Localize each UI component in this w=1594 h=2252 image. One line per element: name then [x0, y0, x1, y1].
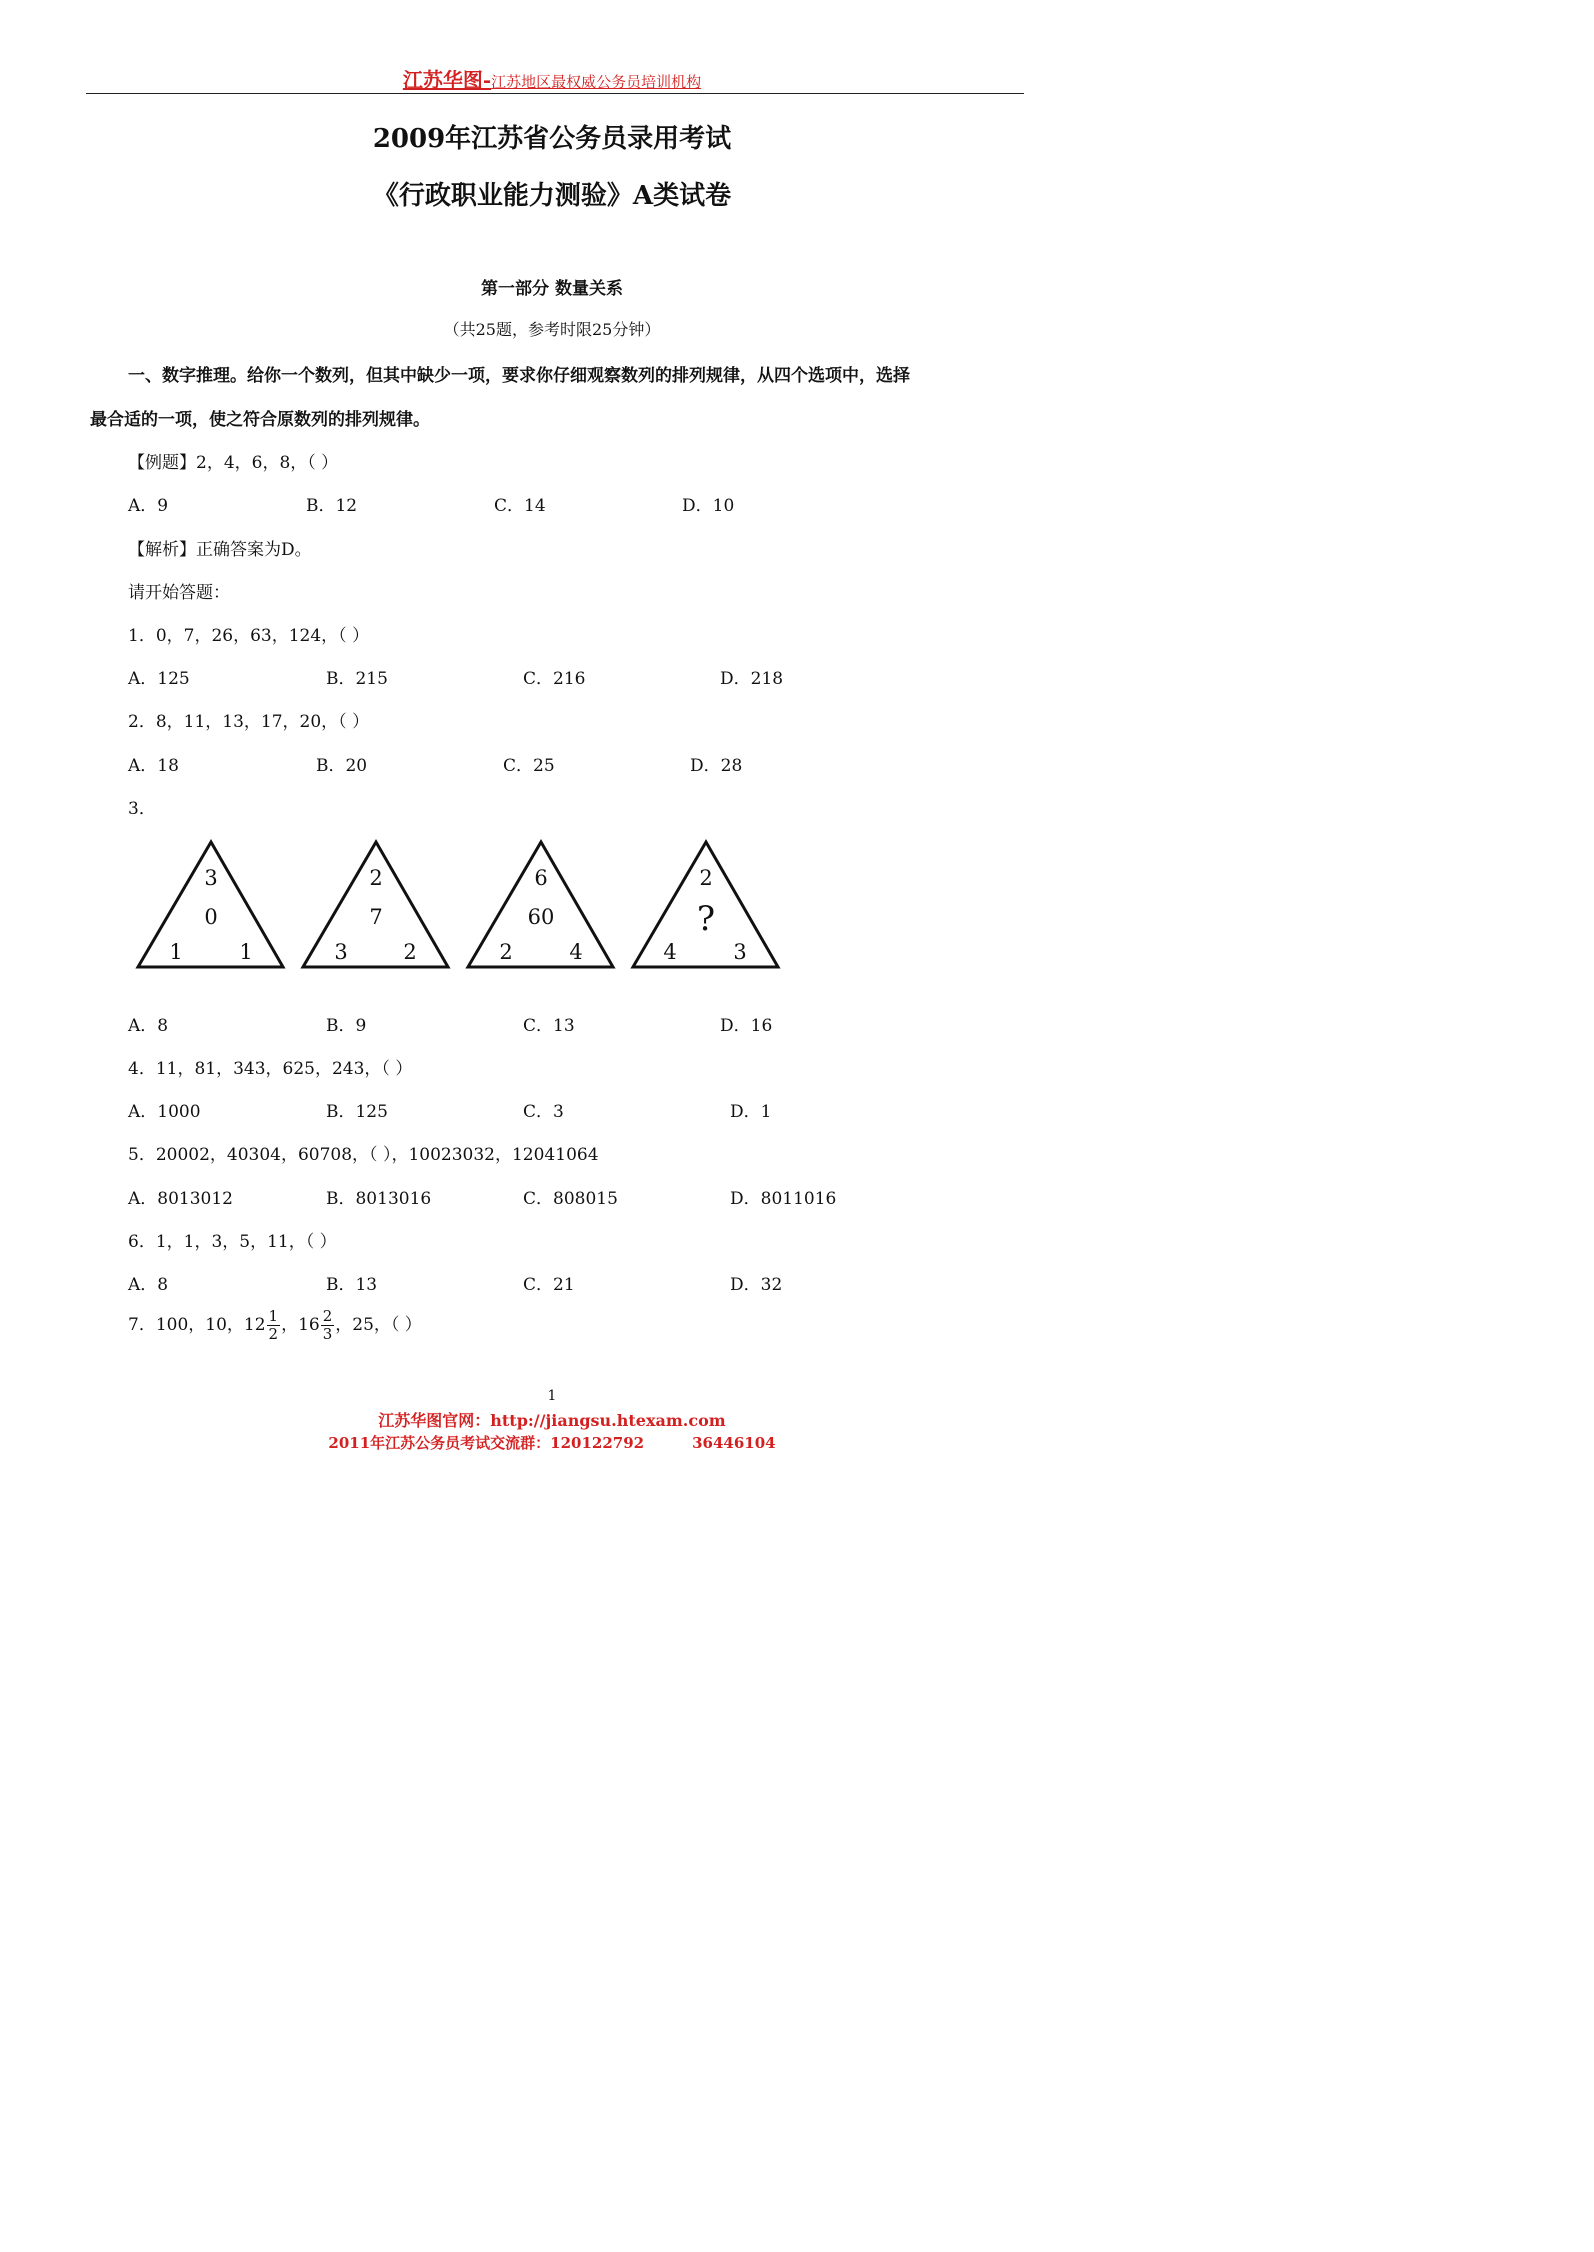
q7-stem-part-c: ，25，（ ） [335, 1315, 422, 1335]
q2-option-d: D．28 [690, 756, 743, 776]
q1-stem: 1．0，7，26，63，124，（ ） [128, 626, 370, 646]
header-divider [86, 93, 1024, 94]
q7-stem-part-a: 7．100，10，12 [128, 1315, 266, 1335]
triangle-3-left: 2 [499, 940, 513, 964]
triangle-3 [468, 842, 613, 967]
q3-option-c: C．13 [523, 1016, 575, 1036]
page-header [0, 64, 1104, 93]
q5-option-b: B．8013016 [326, 1189, 432, 1209]
q3-triangles-figure [128, 832, 798, 982]
triangle-4 [633, 842, 778, 967]
triangle-3-top: 6 [534, 866, 548, 890]
triangle-3-right: 4 [569, 940, 583, 964]
section-heading: 第一部分 数量关系 [481, 279, 623, 299]
exam-title: 2009年江苏省公务员录用考试 [372, 124, 732, 154]
q3-option-b: B．9 [326, 1016, 367, 1036]
q4-stem: 4．11，81，343，625，243，（ ） [128, 1059, 413, 1079]
q1-option-a: A．125 [128, 669, 190, 689]
triangle-2-center: 7 [369, 905, 383, 929]
q6-stem: 6．1，1，3，5，11，（ ） [128, 1232, 337, 1252]
triangle-1 [138, 842, 283, 967]
q3-option-a: A．8 [128, 1016, 169, 1036]
q3-option-d: D．16 [720, 1016, 773, 1036]
start-prompt: 请开始答题： [128, 583, 230, 603]
q5-option-d: D．8011016 [730, 1189, 837, 1209]
page-number: 1 [547, 1388, 557, 1404]
example-answer: 【解析】正确答案为D。 [128, 540, 312, 560]
example-option-b: B．12 [306, 496, 358, 516]
q1-option-d: D．218 [720, 669, 784, 689]
q6-option-b: B．13 [326, 1275, 378, 1295]
q7-fraction-2 [321, 1308, 335, 1343]
q2-option-b: B．20 [316, 756, 368, 776]
triangle-4-left: 4 [663, 940, 677, 964]
q4-option-b: B．125 [326, 1102, 388, 1122]
triangle-4-top: 2 [699, 866, 713, 890]
q7-fraction-2-denominator: 3 [322, 1325, 333, 1343]
triangle-2-top: 2 [369, 866, 383, 890]
exam-subtitle: 《行政职业能力测验》A类试卷 [372, 181, 732, 211]
q7-stem [128, 1308, 422, 1343]
q5-option-c: C．808015 [523, 1189, 618, 1209]
triangle-2 [303, 842, 448, 967]
q3-stem: 3． [128, 799, 156, 819]
q5-option-a: A．8013012 [128, 1189, 233, 1209]
q2-option-c: C．25 [503, 756, 555, 776]
example-option-d: D．10 [682, 496, 735, 516]
q7-fraction-1-numerator: 1 [268, 1307, 279, 1325]
q6-option-c: C．21 [523, 1275, 575, 1295]
q1-option-c: C．216 [523, 669, 586, 689]
example-option-a: A．9 [128, 496, 169, 516]
footer-group [0, 1432, 1104, 1453]
q1-option-b: B．215 [326, 669, 388, 689]
q4-option-c: C．3 [523, 1102, 564, 1122]
q2-option-a: A．18 [128, 756, 179, 776]
triangle-1-center: 0 [204, 905, 218, 929]
instructions-line1: 一、数字推理。给你一个数列，但其中缺少一项，要求你仔细观察数列的排列规律，从四个选项中，选择 [128, 366, 910, 386]
footer-group-2: 36446104 [692, 1434, 776, 1452]
q4-option-d: D．1 [730, 1102, 772, 1122]
q6-option-d: D．32 [730, 1275, 783, 1295]
triangle-3-center: 60 [527, 905, 555, 929]
q7-fraction-1-denominator: 2 [268, 1325, 279, 1343]
q7-fraction-1 [267, 1308, 281, 1343]
triangle-4-right: 3 [733, 940, 747, 964]
example-option-c: C．14 [494, 496, 546, 516]
q7-fraction-2-numerator: 2 [322, 1307, 333, 1325]
section-note: （共25题，参考时限25分钟） [443, 320, 661, 339]
footer-site: 江苏华图官网：http://jiangsu.htexam.com [378, 1411, 726, 1430]
triangle-4-center: ? [696, 899, 716, 939]
header-brand: 江苏华图- [402, 68, 492, 92]
triangle-2-left: 3 [334, 940, 348, 964]
q2-stem: 2．8，11，13，17，20，（ ） [128, 712, 370, 732]
triangle-2-right: 2 [403, 940, 417, 964]
footer-group-label: 2011年江苏公务员考试交流群：120122792 [328, 1434, 645, 1452]
q6-option-a: A．8 [128, 1275, 169, 1295]
q4-option-a: A．1000 [128, 1102, 201, 1122]
header-tagline: 江苏地区最权威公务员培训机构 [491, 73, 702, 91]
triangle-1-top: 3 [204, 866, 218, 890]
triangle-1-right: 1 [239, 940, 253, 964]
triangle-1-left: 1 [169, 940, 183, 964]
q7-stem-part-b: ，16 [281, 1315, 320, 1335]
q5-stem: 5．20002，40304，60708，（ ），10023032，12041064 [128, 1145, 599, 1165]
instructions-line2: 最合适的一项，使之符合原数列的排列规律。 [90, 410, 430, 430]
example-question: 【例题】2，4，6，8，（ ） [128, 453, 339, 473]
